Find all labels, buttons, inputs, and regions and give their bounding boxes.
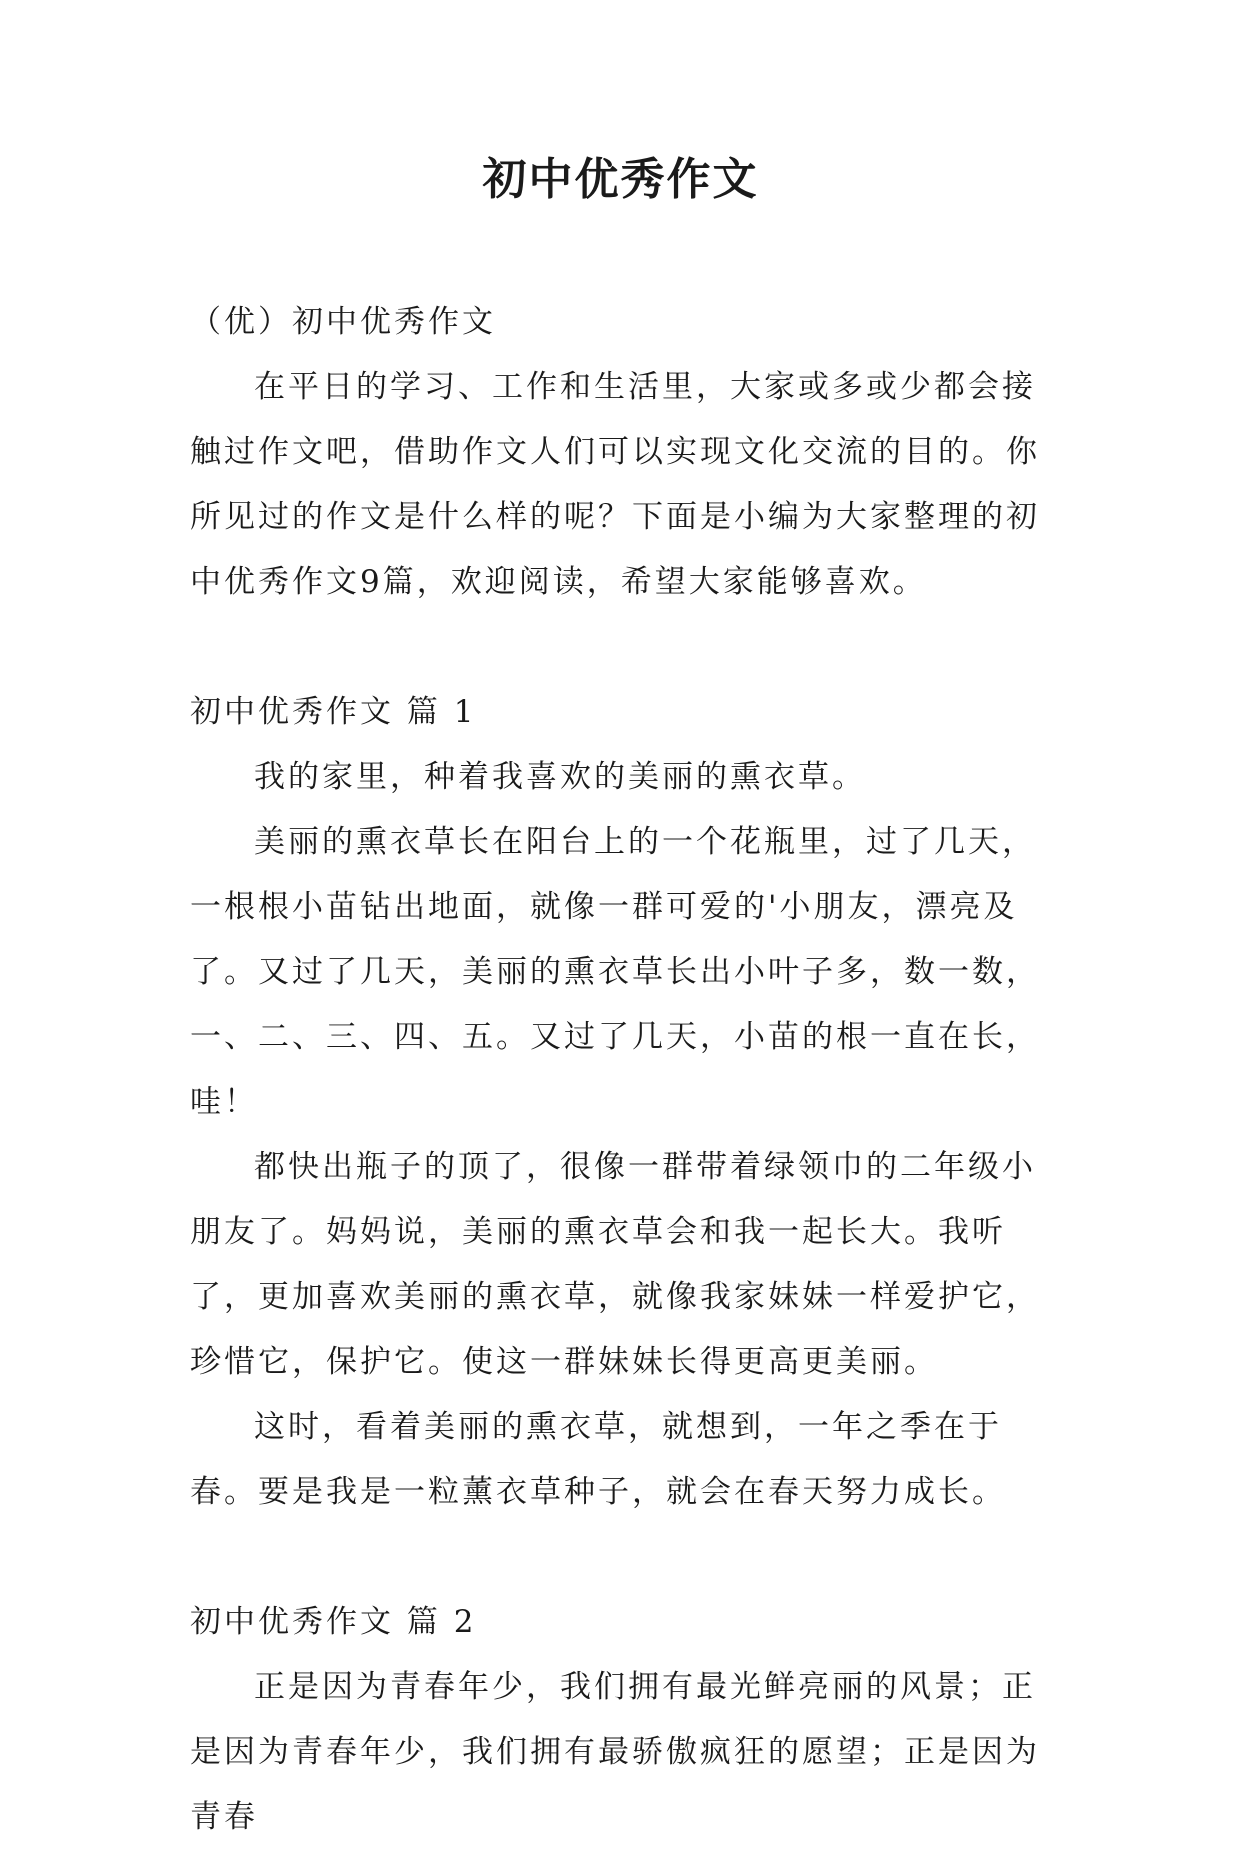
- paragraph: 都快出瓶子的顶了，很像一群带着绿领巾的二年级小朋友了。妈妈说，美丽的熏衣草会和我一起长大。我听了，更加喜欢美丽的熏衣草，就像我家妹妹一样爱护它，珍惜它，保护它。使这一群妹妹长得更高更美丽。: [190, 1149, 1040, 1380]
- section-2: [190, 1590, 1060, 1850]
- section-heading: 初中优秀作文 篇 2: [190, 1604, 477, 1640]
- paragraph: 美丽的熏衣草长在阳台上的一个花瓶里，过了几天，一根根小苗钻出地面，就像一群可爱的'小朋友，漂亮及了。又过了几天，美丽的熏衣草长出小叶子多，数一数，一、二、三、四、五。又过了几天，小苗的根一直在长，哇！: [190, 824, 1040, 1120]
- document-title: 初中优秀作文: [482, 154, 759, 205]
- document-body: [190, 290, 1060, 1850]
- section-heading: 初中优秀作文 篇 1: [190, 694, 477, 730]
- spacer: [190, 1525, 1060, 1590]
- paragraph: 我的家里，种着我喜欢的美丽的熏衣草。: [254, 759, 866, 795]
- paragraph: 这时，看着美丽的熏衣草，就想到，一年之季在于春。要是我是一粒薰衣草种子，就会在春天努力成长。: [190, 1409, 1006, 1510]
- section-1: [190, 680, 1060, 1525]
- spacer: [190, 615, 1060, 680]
- paragraph: 正是因为青春年少，我们拥有最光鲜亮丽的风景；正是因为青春年少，我们拥有最骄傲疯狂的愿望；正是因为青春: [190, 1669, 1040, 1835]
- document-subtitle: （优）初中优秀作文: [190, 304, 496, 340]
- intro-paragraph: 在平日的学习、工作和生活里，大家或多或少都会接触过作文吧，借助作文人们可以实现文化交流的目的。你所见过的作文是什么样的呢？下面是小编为大家整理的初中优秀作文9篇，欢迎阅读，希望大家能够喜欢。: [190, 369, 1040, 600]
